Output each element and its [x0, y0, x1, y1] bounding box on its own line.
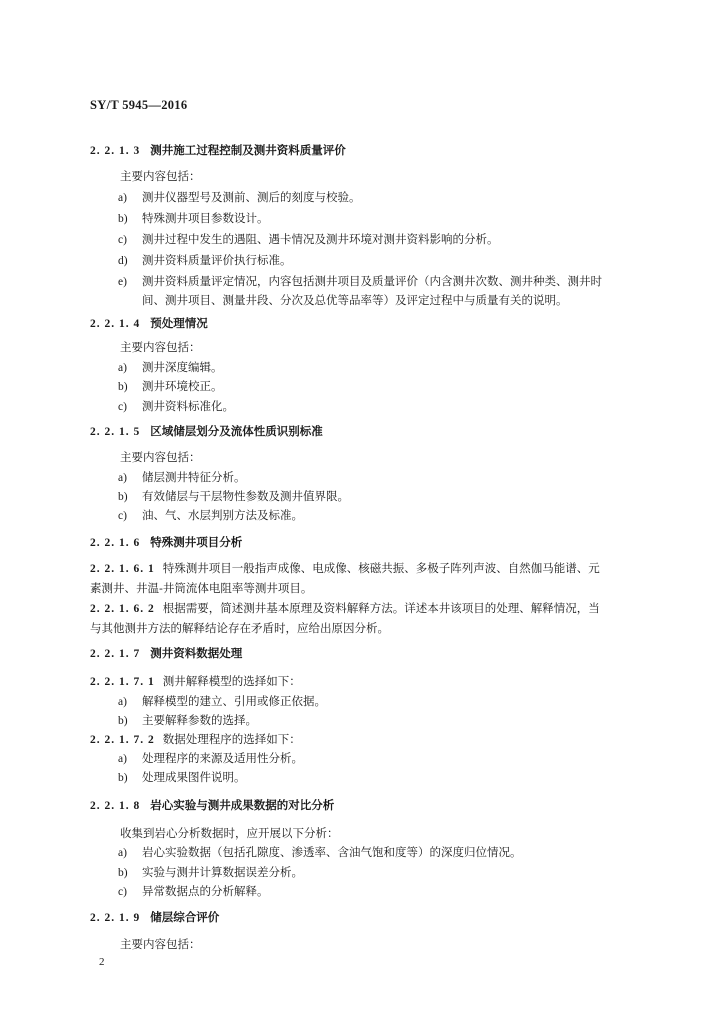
- list-item: b) 实验与测井计算数据误差分析。: [118, 865, 303, 879]
- list-item: b) 处理成果图件说明。: [118, 770, 246, 784]
- list-item: c) 测井过程中发生的遇阻、遇卡情况及测井环境对测井资料影响的分析。: [118, 232, 499, 246]
- intro-text: 主要内容包括：: [120, 340, 201, 354]
- page-number: 2: [99, 956, 105, 968]
- section-heading-2-2-1-6: 2. 2. 1. 6 特殊测井项目分析: [90, 535, 243, 549]
- intro-text: 收集到岩心分析数据时，应开展以下分析：: [120, 826, 339, 840]
- section-heading-2-2-1-4: 2. 2. 1. 4 预处理情况: [90, 316, 208, 330]
- intro-text: 主要内容包括：: [120, 169, 201, 183]
- section-heading-2-2-1-9: 2. 2. 1. 9 储层综合评价: [90, 910, 220, 924]
- standard-code-header: SY/T 5945—2016: [90, 98, 188, 112]
- list-item: c) 异常数据点的分析解释。: [118, 884, 269, 898]
- intro-text: 主要内容包括：: [120, 937, 201, 951]
- list-item: b) 测井环境校正。: [118, 379, 223, 393]
- list-item: a) 处理程序的来源及适用性分析。: [118, 751, 303, 765]
- list-item: b) 主要解释参数的选择。: [118, 713, 257, 727]
- section-heading-2-2-1-8: 2. 2. 1. 8 岩心实验与测井成果数据的对比分析: [90, 798, 335, 812]
- section-heading-2-2-1-7: 2. 2. 1. 7 测井资料数据处理: [90, 646, 243, 660]
- section-number: 2. 2. 1. 3: [90, 145, 141, 157]
- paragraph-2-2-1-7-1: 2. 2. 1. 7. 1 测井解释模型的选择如下：: [90, 674, 301, 688]
- paragraph-2-2-1-6-2: 2. 2. 1. 6. 2 根据需要，简述测井基本原理及资料解释方法。详述本井该项目的处理、解释情况，当: [90, 601, 600, 615]
- paragraph-2-2-1-6-1: 2. 2. 1. 6. 1 特殊测井项目一般指声成像、电成像、核磁共振、多极子阵列声波、自然伽马能谱、元: [90, 561, 600, 575]
- list-item: a) 解释模型的建立、引用或修正依据。: [118, 694, 326, 708]
- section-heading-2-2-1-3: [90, 143, 346, 158]
- list-item: d) 测井资料质量评价执行标准。: [118, 253, 292, 267]
- list-item: e) 测井资料质量评定情况，内容包括测井项目及质量评价（内含测井次数、测井种类、测井时: [118, 274, 602, 288]
- list-item-continuation: 间、测井项目、测量井段、分次及总优等品率等）及评定过程中与质量有关的说明。: [142, 293, 568, 307]
- list-item: c) 油、气、水层判别方法及标准。: [118, 508, 303, 522]
- paragraph-continuation: 与其他测井方法的解释结论存在矛盾时，应给出原因分析。: [90, 621, 389, 635]
- intro-text: 主要内容包括：: [120, 450, 201, 464]
- list-item: b) 有效储层与干层物性参数及测井值界限。: [118, 489, 349, 503]
- list-item: a) 测井深度编辑。: [118, 360, 223, 374]
- section-title: 测井施工过程控制及测井资料质量评价: [150, 143, 346, 157]
- paragraph-continuation: 素测井、井温-井筒流体电阻率等测井项目。: [90, 581, 313, 595]
- list-item: b) 特殊测井项目参数设计。: [118, 211, 269, 225]
- list-item: a) 岩心实验数据（包括孔隙度、渗透率、含油气饱和度等）的深度归位情况。: [118, 845, 522, 859]
- list-item: a) 储层测井特征分析。: [118, 470, 246, 484]
- section-heading-2-2-1-5: 2. 2. 1. 5 区域储层划分及流体性质识别标准: [90, 424, 323, 438]
- list-item: c) 测井资料标准化。: [118, 399, 234, 413]
- list-item: a) 测井仪器型号及测前、测后的刻度与校验。: [118, 190, 361, 204]
- paragraph-2-2-1-7-2: 2. 2. 1. 7. 2 数据处理程序的选择如下：: [90, 732, 301, 746]
